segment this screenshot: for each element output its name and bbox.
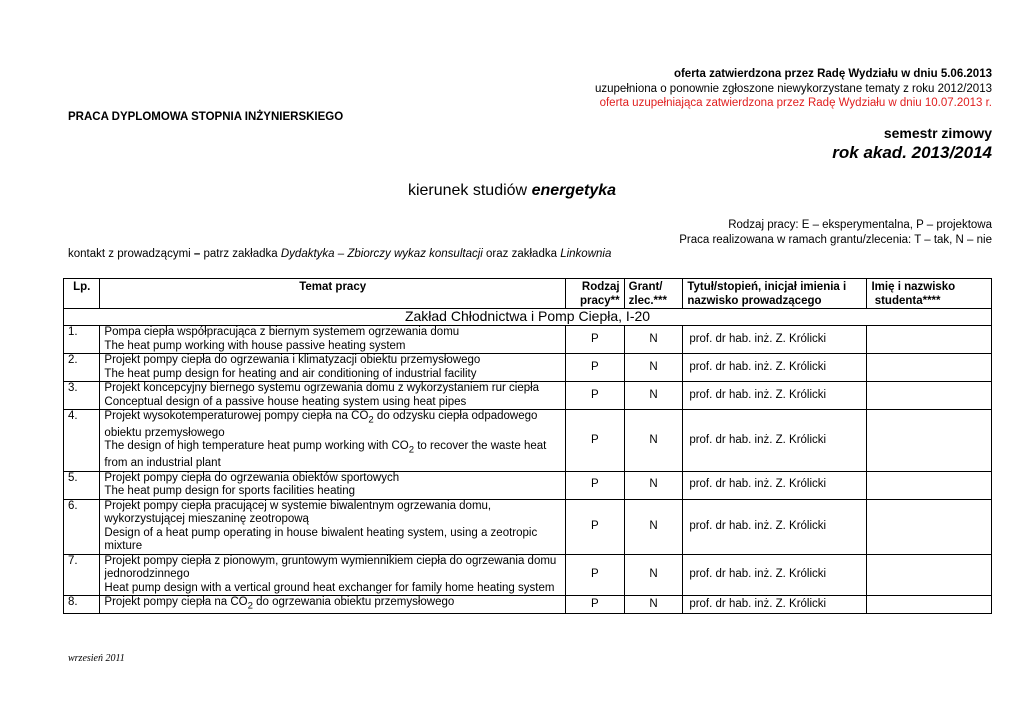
- header-text: studenta****: [874, 294, 941, 307]
- topic-en: The heat pump design for heating and air conditioning of industrial facility: [104, 367, 477, 380]
- header-text: Tytuł/stopień, inicjał imienia i: [687, 281, 847, 293]
- header-type: [565, 279, 624, 309]
- topic-en: The heat pump working with house passive heating system: [104, 339, 406, 352]
- table-row: [64, 554, 992, 596]
- table-header-row: [64, 279, 992, 309]
- row-student: [867, 382, 992, 410]
- header-lp: Lp.: [64, 279, 100, 309]
- row-grant: N: [624, 354, 683, 382]
- topic-en: The design of high temperature heat pump working with CO: [104, 440, 409, 453]
- supplementary-offer-note: oferta uzupełniająca zatwierdzona przez Radę Wydziału w dniu 10.07.2013 r.: [599, 97, 992, 109]
- row-type: P: [565, 410, 624, 472]
- header-text: nazwisko prowadzącego: [687, 294, 822, 307]
- supplement-note: uzupełniona o ponownie zgłoszone niewykorzystane tematy z roku 2012/2013: [594, 83, 992, 95]
- topic-pl: Projekt pompy ciepła na CO: [104, 596, 248, 609]
- row-student: [867, 499, 992, 554]
- row-supervisor: prof. dr hab. inż. Z. Królicki: [683, 382, 867, 410]
- topic-pl: do ogrzewania obiektu przemysłowego: [252, 596, 455, 609]
- header-student: [867, 279, 992, 309]
- row-supervisor: prof. dr hab. inż. Z. Królicki: [683, 471, 867, 499]
- contact-text: kontakt z prowadzącymi: [68, 248, 191, 260]
- topic-en: Heat pump design with a vertical ground heat exchanger for family home heating system: [104, 581, 555, 594]
- topic-en: Conceptual design of a passive house heating system using heat pipes: [104, 395, 467, 408]
- row-grant: N: [624, 596, 683, 614]
- row-student: [867, 410, 992, 472]
- row-student: [867, 326, 992, 354]
- field-of-study: [0, 182, 1024, 200]
- contact-text: patrz zakładka: [203, 248, 281, 260]
- table-row: [64, 596, 992, 614]
- header-text: zlec.***: [628, 294, 667, 307]
- field-name: energetyka: [531, 182, 617, 199]
- row-lp: 2.: [64, 354, 100, 382]
- row-type: P: [565, 382, 624, 410]
- row-topic: [100, 354, 566, 382]
- row-student: [867, 554, 992, 596]
- header-text: Grant/: [628, 281, 663, 293]
- header-text: pracy**: [579, 294, 620, 307]
- row-grant: N: [624, 499, 683, 554]
- topic-en: to recover the waste heat from an industrial plant: [104, 440, 547, 470]
- document-title: PRACA DYPLOMOWA STOPNIA INŻYNIERSKIEGO: [68, 111, 344, 123]
- row-type: P: [565, 471, 624, 499]
- row-topic: [100, 596, 566, 614]
- links-tab-ref: Linkownia: [560, 248, 612, 260]
- row-grant: N: [624, 410, 683, 472]
- header-text: Imię i nazwisko: [871, 281, 956, 293]
- row-student: [867, 471, 992, 499]
- row-supervisor: prof. dr hab. inż. Z. Królicki: [683, 326, 867, 354]
- row-grant: N: [624, 326, 683, 354]
- topic-pl: Projekt pompy ciepła z pionowym, gruntowym wymiennikiem ciepła do ogrzewania domu jednorodzinnego: [104, 554, 557, 581]
- header-topic: Temat pracy: [100, 279, 566, 309]
- table-row: [64, 499, 992, 554]
- row-type: P: [565, 326, 624, 354]
- row-topic: [100, 326, 566, 354]
- topic-pl: Projekt pompy ciepła do ogrzewania obiektów sportowych: [104, 471, 400, 484]
- field-prefix: kierunek studiów: [407, 182, 532, 199]
- row-topic: [100, 499, 566, 554]
- row-student: [867, 354, 992, 382]
- table-row: [64, 326, 992, 354]
- topic-pl: Projekt koncepcyjny biernego systemu ogrzewania domu z wykorzystaniem rur ciepła: [104, 382, 540, 394]
- section-row: [64, 309, 992, 326]
- section-title: Zakład Chłodnictwa i Pomp Ciepła, I-20: [64, 309, 992, 326]
- topic-pl: Projekt wysokotemperaturowej pompy ciepła na CO: [104, 410, 369, 422]
- table-row: [64, 471, 992, 499]
- topic-pl: Projekt pompy ciepła pracującej w systemie biwalentnym ogrzewania domu, wykorzystującej mieszaninę zeotropową: [104, 499, 492, 526]
- table-row: [64, 354, 992, 382]
- header-text: Rodzaj: [581, 281, 620, 293]
- academic-year: rok akad. 2013/2014: [832, 143, 992, 162]
- topics-table: [63, 278, 992, 614]
- row-supervisor: prof. dr hab. inż. Z. Królicki: [683, 554, 867, 596]
- row-lp: 6.: [64, 499, 100, 554]
- row-grant: N: [624, 471, 683, 499]
- row-lp: 8.: [64, 596, 100, 614]
- row-supervisor: prof. dr hab. inż. Z. Królicki: [683, 499, 867, 554]
- row-student: [867, 596, 992, 614]
- row-type: P: [565, 596, 624, 614]
- row-topic: [100, 382, 566, 410]
- header-grant: [624, 279, 683, 309]
- row-grant: N: [624, 554, 683, 596]
- row-supervisor: prof. dr hab. inż. Z. Królicki: [683, 410, 867, 472]
- row-lp: 5.: [64, 471, 100, 499]
- row-type: P: [565, 354, 624, 382]
- row-supervisor: prof. dr hab. inż. Z. Królicki: [683, 596, 867, 614]
- topic-en: The heat pump design for sports facilities heating: [104, 485, 356, 498]
- topic-pl: Projekt pompy ciepła do ogrzewania i klimatyzacji obiektu przemysłowego: [104, 354, 481, 366]
- co2-subscript: 2: [408, 444, 415, 456]
- co2-subscript: 2: [368, 414, 374, 426]
- row-lp: 1.: [64, 326, 100, 354]
- grant-legend: Praca realizowana w ramach grantu/zlecenia: T – tak, N – nie: [679, 234, 992, 246]
- row-topic: [100, 410, 566, 472]
- table-row: [64, 410, 992, 472]
- contact-dash: –: [190, 248, 204, 260]
- contact-note: [68, 248, 611, 260]
- row-type: P: [565, 499, 624, 554]
- row-topic: [100, 554, 566, 596]
- approval-note: oferta zatwierdzona przez Radę Wydziału w dniu 5.06.2013: [673, 68, 992, 80]
- header-supervisor: [683, 279, 867, 309]
- topic-pl: do odzysku ciepła odpadowego obiektu przemysłowego: [104, 410, 538, 439]
- row-supervisor: prof. dr hab. inż. Z. Królicki: [683, 354, 867, 382]
- row-topic: [100, 471, 566, 499]
- row-grant: N: [624, 382, 683, 410]
- semester: semestr zimowy: [883, 125, 992, 141]
- co2-subscript: 2: [247, 600, 253, 612]
- row-type: P: [565, 554, 624, 596]
- consultations-tab-ref: Dydaktyka – Zbiorczy wykaz konsultacji: [280, 248, 483, 260]
- table-row: [64, 382, 992, 410]
- topic-pl: Pompa ciepła współpracująca z biernym systemem ogrzewania domu: [104, 326, 460, 338]
- contact-text: oraz zakładka: [482, 248, 561, 260]
- topic-en: Design of a heat pump operating in house biwalent heating system, using a zeotropic mixture: [104, 526, 538, 553]
- footer-date: wrzesień 2011: [68, 653, 125, 664]
- row-lp: 7.: [64, 554, 100, 596]
- row-lp: 3.: [64, 382, 100, 410]
- work-type-legend: Rodzaj pracy: E – eksperymentalna, P – projektowa: [728, 219, 992, 231]
- row-lp: 4.: [64, 410, 100, 472]
